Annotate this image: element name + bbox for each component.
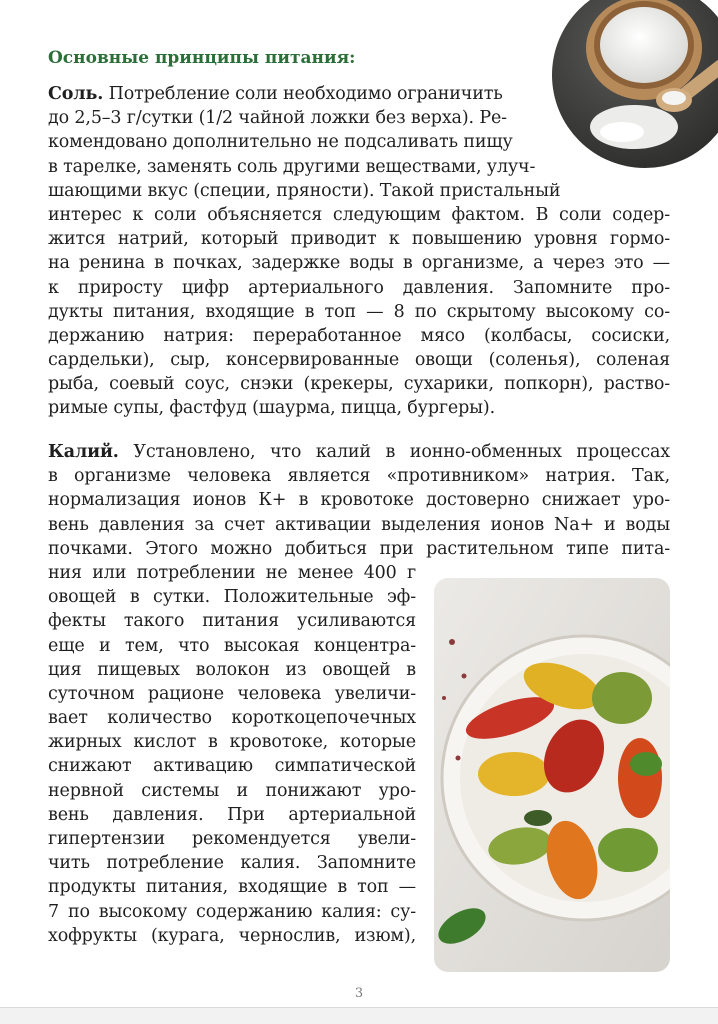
grilled-vegetables-photo: [434, 578, 670, 972]
paragraph-line: гипертензии рекомендуется увели-: [48, 829, 416, 849]
salt-label: Соль.: [48, 84, 104, 104]
paragraph-line: фекты такого питания усиливаются: [48, 611, 416, 632]
paragraph-line: комендовано дополнительно не подсаливать пищу: [48, 132, 513, 153]
paragraph-line: почками. Этого можно добиться при растительном типе пита-: [48, 538, 670, 559]
paragraph-line: еще и тем, что высокая концентра-: [48, 635, 416, 656]
paragraph-line: вень давления за счет активации выделения ионов Na+ и воды: [48, 514, 670, 535]
paragraph-line: продукты питания, входящие в топ —: [48, 877, 416, 898]
paragraph-line: жирных кислот в кровотоке, которые: [48, 732, 416, 753]
paragraph-line: снижают активацию симпатической: [48, 756, 416, 777]
page-bottom-band: [0, 1007, 718, 1024]
paragraph-line: суточном рационе человека увеличи-: [48, 683, 416, 704]
paragraph-line: в организме человека является «противником» натрия. Так,: [48, 466, 670, 487]
paragraph-line: к приросту цифр артериального давления. Запомните про-: [48, 277, 670, 298]
paragraph-line: рыба, соевый соус, снэки (крекеры, сухарики, попкорн), раство-: [48, 374, 670, 395]
paragraph-line-text: Установлено, что калий в ионно-обменных процессах: [118, 442, 670, 462]
paragraph-line: 7 по высокому содержанию калия: су-: [48, 901, 416, 922]
paragraph-line: чить потребление калия. Запомните: [48, 853, 416, 874]
paragraph-line: вает количество короткоцепочечных: [48, 708, 416, 729]
paragraph-line: в тарелке, заменять соль другими веществами, улуч-: [48, 156, 536, 177]
paragraph-line: нервной системы и понижают уро-: [48, 780, 416, 801]
paragraph-line: нормализация ионов К+ в кровотоке достоверно снижает уро-: [48, 490, 670, 511]
salt-paragraph: [48, 82, 670, 421]
paragraph-line: [48, 440, 670, 464]
section-title: Основные принципы питания:: [48, 48, 356, 68]
paragraph-line: жится натрий, который приводит к повышению уровня гормо-: [48, 229, 670, 250]
paragraph-line-text: Потребление соли необходимо ограничить: [103, 84, 503, 104]
paragraph-line: шающими вкус (специи, пряности). Такой пристальный: [48, 180, 561, 201]
paragraph-line: ция пищевых волокон из овощей в: [48, 659, 416, 680]
paragraph-line: на ренина в почках, задержке воды в организме, а через это —: [48, 253, 670, 274]
potassium-label: Калий.: [48, 442, 119, 462]
paragraph-line: вень давления. При артериальной: [48, 804, 416, 825]
paragraph-line: [48, 82, 528, 106]
paragraph-line: хофрукты (курага, чернослив, изюм),: [48, 925, 416, 946]
paragraph-line: до 2,5–3 г/сутки (1/2 чайной ложки без верха). Ре-: [48, 108, 507, 129]
paragraph-line: интерес к соли объясняется следующим фактом. В соли содер-: [48, 204, 670, 225]
paragraph-line: римые супы, фастфуд (шаурма, пицца, бургеры).: [48, 398, 496, 419]
paragraph-line: ния или потреблении не менее 400 г: [48, 562, 416, 583]
paragraph-line: дукты питания, входящие в топ — 8 по скрытому высокому со-: [48, 301, 670, 322]
page-number: 3: [354, 986, 364, 1001]
paragraph-line: сардельки), сыр, консервированные овощи (соленья), соленая: [48, 350, 670, 371]
paragraph-line: овощей в сутки. Положительные эф-: [48, 587, 416, 608]
paragraph-line: держанию натрия: переработанное мясо (колбасы, сосиски,: [48, 325, 670, 346]
